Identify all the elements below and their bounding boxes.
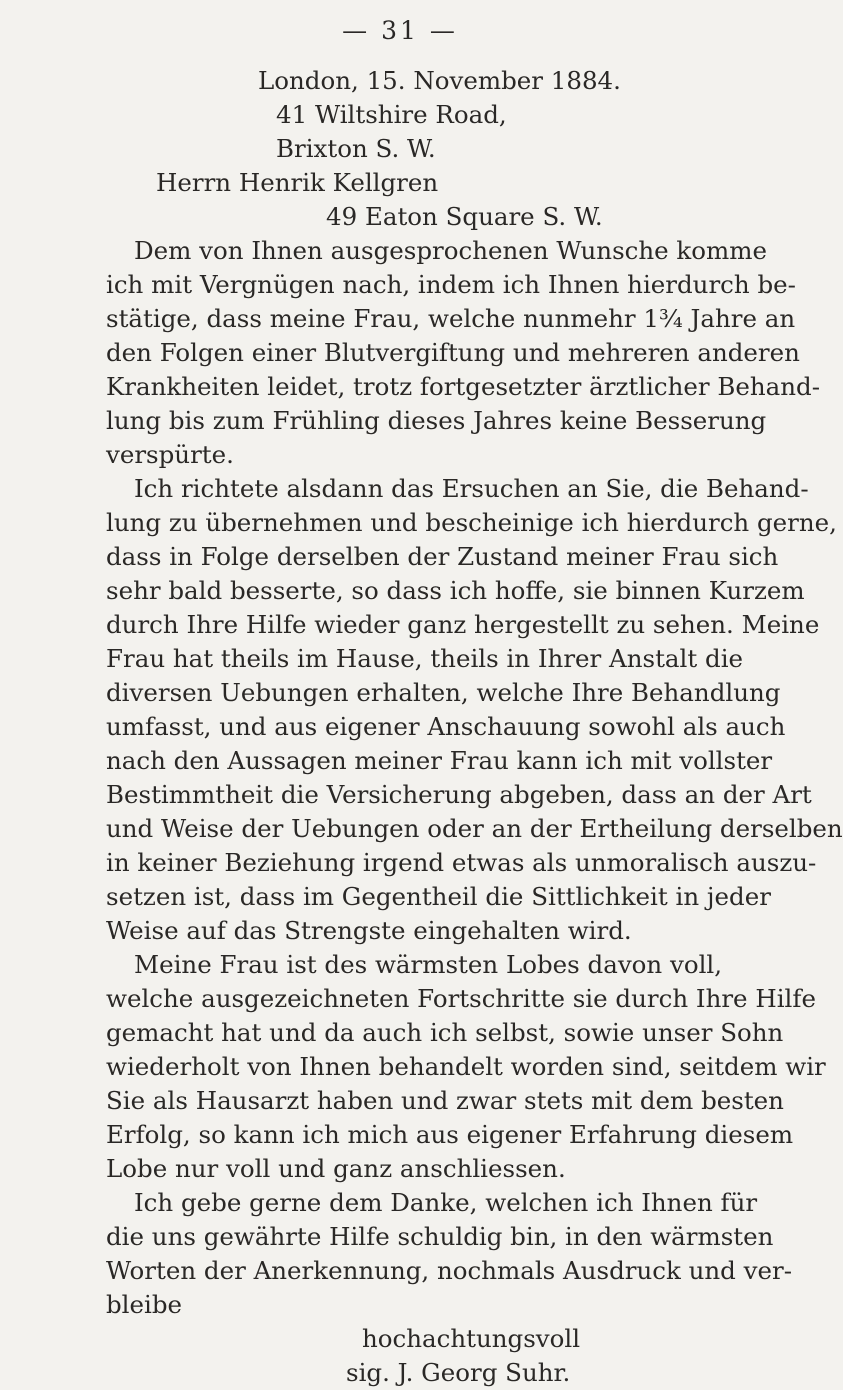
text-line: Frau hat theils im Hause, theils in Ihrer Anstalt die (106, 644, 744, 673)
text-line: umfasst, und aus eigener Anschauung sowohl als auch (106, 712, 786, 741)
text-line: welche ausgezeichneten Fortschritte sie durch Ihre Hilfe (106, 984, 816, 1013)
recipient-address: 49 Eaton Square S. W. (326, 202, 603, 231)
page-number: — 31 — (342, 16, 458, 45)
closing-salutation: hochachtungsvoll (362, 1324, 581, 1353)
text-line: Weise auf das Strengste eingehalten wird. (106, 916, 632, 945)
text-line: nach den Aussagen meiner Frau kann ich mit vollster (106, 746, 773, 775)
text-line: Krankheiten leidet, trotz fortgesetzter ärztlicher Behand- (106, 372, 820, 401)
text-line: verspürte. (106, 440, 234, 469)
recipient-name: Herrn Henrik Kellgren (156, 168, 439, 197)
text-line: sehr bald besserte, so dass ich hoffe, sie binnen Kurzem (106, 576, 805, 605)
text-line: in keiner Beziehung irgend etwas als unmoralisch auszu- (106, 848, 817, 877)
text-line: Worten der Anerkennung, nochmals Ausdruck und ver- (106, 1256, 792, 1285)
text-line: ich mit Vergnügen nach, indem ich Ihnen hierdurch be- (106, 270, 796, 299)
sender-address-line-2: Brixton S. W. (276, 134, 436, 163)
text-line: dass in Folge derselben der Zustand meiner Frau sich (106, 542, 779, 571)
text-line: Ich richtete alsdann das Ersuchen an Sie, die Behand- (134, 474, 809, 503)
letter-body (106, 64, 843, 1390)
text-line: die uns gewährte Hilfe schuldig bin, in den wärmsten (106, 1222, 774, 1251)
text-line: durch Ihre Hilfe wieder ganz hergestellt zu sehen. Meine (106, 610, 820, 639)
text-line: und Weise der Uebungen oder an der Ertheilung derselben (106, 814, 843, 843)
date-line: London, 15. November 1884. (258, 66, 621, 95)
text-line: lung bis zum Frühling dieses Jahres keine Besserung (106, 406, 767, 435)
text-line: bleibe (106, 1290, 183, 1319)
text-line: stätige, dass meine Frau, welche nunmehr 1¾ Jahre an (106, 304, 796, 333)
text-line: Lobe nur voll und ganz anschliessen. (106, 1154, 566, 1183)
text-line: Meine Frau ist des wärmsten Lobes davon voll, (134, 950, 723, 979)
text-line: Sie als Hausarzt haben und zwar stets mit dem besten (106, 1086, 784, 1115)
text-line: diversen Uebungen erhalten, welche Ihre Behandlung (106, 678, 781, 707)
text-line: Dem von Ihnen ausgesprochenen Wunsche komme (134, 236, 767, 265)
text-line: lung zu übernehmen und bescheinige ich hierdurch gerne, (106, 508, 837, 537)
text-line: Erfolg, so kann ich mich aus eigener Erfahrung diesem (106, 1120, 794, 1149)
text-line: gemacht hat und da auch ich selbst, sowie unser Sohn (106, 1018, 784, 1047)
text-line: setzen ist, dass im Gegentheil die Sittlichkeit in jeder (106, 882, 771, 911)
letter-paragraphs (106, 234, 843, 1322)
sender-address-line-1: 41 Wiltshire Road, (276, 100, 507, 129)
text-line: Ich gebe gerne dem Danke, welchen ich Ihnen für (134, 1188, 758, 1217)
text-line: den Folgen einer Blutvergiftung und mehreren anderen (106, 338, 800, 367)
signature: sig. J. Georg Suhr. (346, 1358, 571, 1387)
text-line: Bestimmtheit die Versicherung abgeben, dass an der Art (106, 780, 812, 809)
text-line: wiederholt von Ihnen behandelt worden sind, seitdem wir (106, 1052, 826, 1081)
